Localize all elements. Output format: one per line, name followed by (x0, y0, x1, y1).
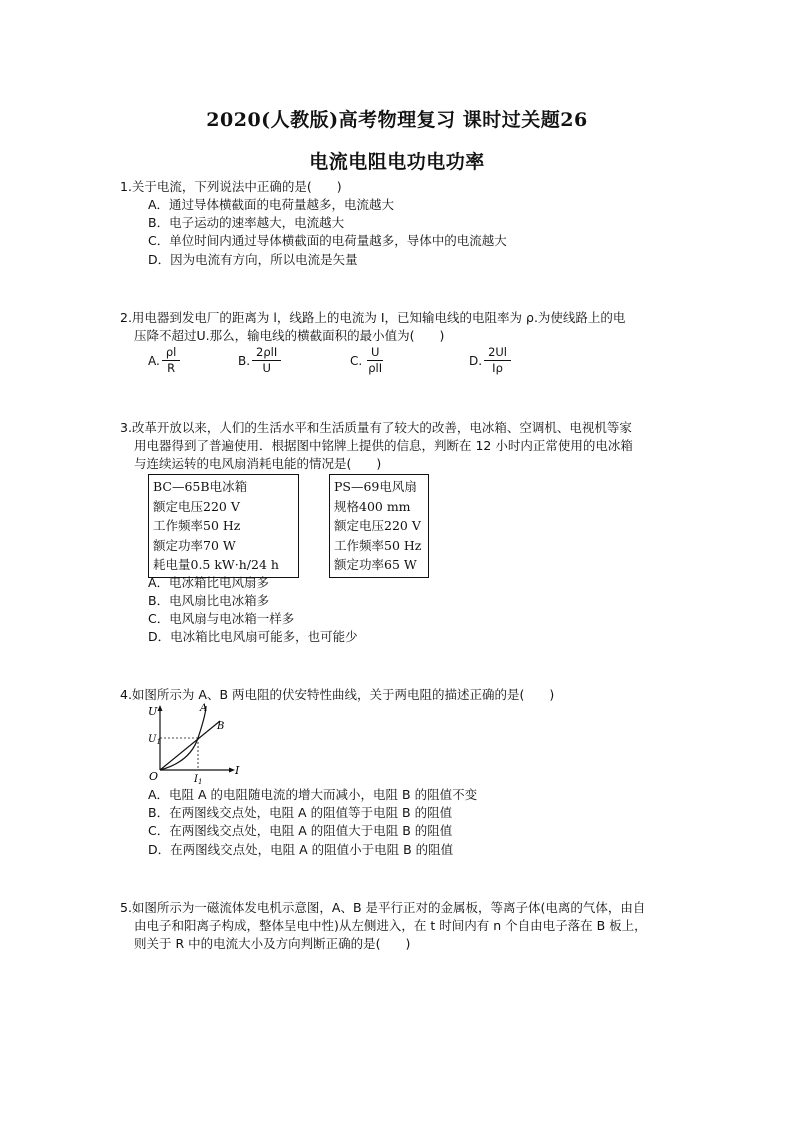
nameplate-line: PS—69电风扇 (334, 479, 417, 494)
option-letter: A. (148, 353, 160, 368)
nameplate-line: 额定电压220 V (334, 518, 421, 533)
question-3-option-c: C．电风扇与电冰箱一样多 (148, 611, 295, 626)
question-4-option-a: A．电阻 A 的电阻随电流的增大而减小，电阻 B 的阻值不变 (148, 787, 478, 802)
x-axis-label: I (235, 764, 240, 777)
u1-label-sub: 1 (156, 738, 161, 746)
nameplate-line: 额定电压220 V (153, 498, 240, 514)
fraction-numerator: 2ρlI (252, 345, 281, 361)
i1-label (193, 774, 202, 786)
option-letter: C. (350, 353, 363, 368)
fraction-numerator: ρl (162, 345, 181, 361)
question-3-stem-line-1: 3.改革开放以来，人们的生活水平和生活质量有了较大的改善，电冰箱、空调机、电视机等家 (120, 420, 632, 435)
question-1-stem: 1.关于电流，下列说法中正确的是( ) (120, 179, 342, 194)
question-1-option-b: B．电子运动的速率越大，电流越大 (148, 215, 345, 230)
question-4-stem: 4.如图所示为 A、B 两电阻的伏安特性曲线，关于两电阻的描述正确的是( ) (120, 687, 555, 702)
question-5-stem-line-3: 则关于 R 中的电流大小及方向判断正确的是( ) (134, 936, 411, 951)
question-3-option-b: B．电风扇比电冰箱多 (148, 593, 270, 608)
question-4-option-b: B．在两图线交点处，电阻 A 的阻值等于电阻 B 的阻值 (148, 805, 453, 820)
fraction-numerator: 2Ul (484, 345, 511, 361)
nameplate-line: 工作频率50 Hz (153, 518, 241, 533)
question-4-option-c: C．在两图线交点处，电阻 A 的阻值大于电阻 B 的阻值 (148, 823, 453, 838)
i1-label-sub: 1 (197, 778, 203, 786)
fraction-denominator: R (167, 361, 176, 375)
question-2-option-c (350, 345, 386, 376)
curve-b (160, 721, 220, 770)
i1-label-main: I (194, 774, 198, 785)
question-2-option-d (469, 345, 511, 376)
option-letter: D. (469, 353, 483, 368)
question-2-option-a (148, 345, 180, 376)
nameplate-line: 耗电量0.5 kW·h/24 h (153, 557, 279, 572)
fraction-denominator: U (262, 361, 271, 375)
question-1-option-c: C．单位时间内通过导体横截面的电荷量越多，导体中的电流越大 (148, 233, 507, 248)
y-axis-label: U (148, 705, 158, 718)
nameplate-line: 工作频率50 Hz (334, 537, 422, 553)
question-5-stem-line-2: 由电子和阳离子构成，整体呈电中性)从左侧进入，在 t 时间内有 n 个自由电子落在 B 板上， (134, 918, 647, 933)
question-1-option-a: A．通过导体横截面的电荷量越多，电流越大 (148, 197, 395, 212)
page-title: 2020(人教版)高考物理复习 课时过关题26 (206, 109, 588, 131)
fraction (162, 345, 181, 376)
question-3-stem-line-2: 用电器得到了普遍使用．根据图中铭牌上提供的信息，判断在 12 小时内正常使用的电冰箱 (134, 438, 633, 453)
nameplate-line: 额定功率65 W (334, 557, 417, 572)
y-axis-arrow-icon (158, 705, 163, 711)
origin-label: O (149, 770, 159, 783)
fraction (252, 345, 281, 376)
page-subtitle: 电流电阻电功电功率 (309, 151, 485, 173)
question-3-option-a: A．电冰箱比电风扇多 (148, 575, 270, 590)
question-5-stem-line-1: 5.如图所示为一磁流体发电机示意图，A、B 是平行正对的金属板，等离子体(电离的气体，由自 (120, 900, 646, 915)
fraction (484, 345, 511, 376)
fan-nameplate (329, 474, 429, 578)
iv-characteristic-graph (140, 700, 250, 790)
u1-label-main: U (148, 734, 157, 745)
question-2-stem-line-2: 压降不超过U.那么，输电线的横截面积的最小值为( ) (134, 328, 445, 343)
fraction (364, 345, 386, 376)
fridge-nameplate (148, 474, 299, 578)
nameplate-line: BC—65B电冰箱 (153, 479, 248, 494)
fraction-numerator: U (367, 345, 383, 361)
nameplate-line: 规格400 mm (334, 498, 411, 514)
question-1-option-d: D．因为电流有方向，所以电流是矢量 (148, 252, 358, 267)
question-2-option-b (238, 345, 281, 376)
question-3-option-d: D．电冰箱比电风扇可能多，也可能少 (148, 629, 358, 644)
question-2-stem-line-1: 2.用电器到发电厂的距离为 l，线路上的电流为 I，已知输电线的电阻率为 ρ.为使线路上的电 (120, 310, 626, 325)
curve-a-label: A (200, 703, 208, 714)
curve-b-label: B (217, 721, 225, 732)
nameplate-line: 额定功率70 W (153, 537, 236, 553)
question-3-stem-line-3: 与连续运转的电风扇消耗电能的情况是( ) (134, 456, 382, 471)
fraction-denominator: Iρ (492, 361, 503, 375)
option-letter: B. (238, 353, 251, 368)
fraction-denominator: ρlI (368, 361, 383, 375)
question-4-option-d: D．在两图线交点处，电阻 A 的阻值小于电阻 B 的阻值 (148, 842, 454, 857)
u1-label (148, 734, 161, 746)
